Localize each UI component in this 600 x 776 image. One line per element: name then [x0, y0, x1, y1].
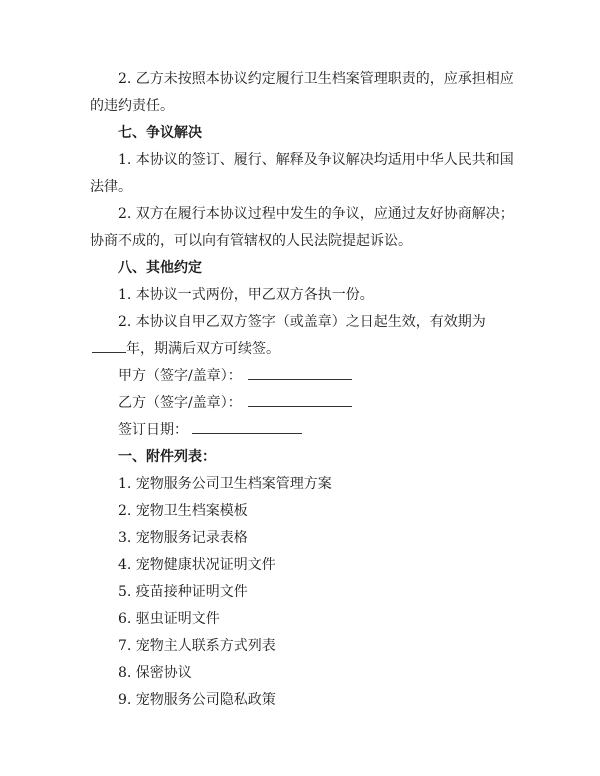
section-8-item-2 [90, 309, 520, 363]
section-8-item-2-text-b: 年，期满后双方可续签。 [126, 341, 280, 357]
party-a-signature-blank [248, 365, 352, 380]
attachments-heading: 一、附件列表： [118, 449, 216, 465]
attachment-item: 5. 疫苗接种证明文件 [118, 584, 248, 600]
party-a-signature-line [90, 363, 520, 390]
attachment-item: 1. 宠物服务公司卫生档案管理方案 [118, 476, 332, 492]
breach-clause: 2. 乙方未按照本协议约定履行卫生档案管理职责的，应承担相应的违约责任。 [90, 71, 514, 114]
section-7-item-1: 1. 本协议的签订、履行、解释及争议解决均适用中华人民共和国法律。 [90, 152, 514, 195]
attachment-item: 2. 宠物卫生档案模板 [118, 503, 248, 519]
section-8-heading: 八、其他约定 [118, 260, 202, 276]
section-7-heading: 七、争议解决 [118, 125, 202, 141]
section-8-item-1: 1. 本协议一式两份，甲乙双方各执一份。 [118, 287, 374, 303]
party-b-signature-line [90, 390, 520, 417]
party-b-label: 乙方（签字/盖章）： [118, 395, 242, 411]
sign-date-blank [192, 419, 302, 434]
section-8-item-2-text-a: 2. 本协议自甲乙双方签字（或盖章）之日起生效，有效期为 [118, 314, 486, 330]
party-a-label: 甲方（签字/盖章）： [118, 368, 242, 384]
section-7-item-2: 2. 双方在履行本协议过程中发生的争议，应通过友好协商解决；协商不成的，可以向有管辖权的人民法院提起诉讼。 [90, 206, 514, 249]
attachment-item: 3. 宠物服务记录表格 [118, 530, 248, 546]
sign-date-label: 签订日期： [118, 422, 188, 438]
attachment-item: 8. 保密协议 [118, 665, 192, 681]
attachment-item: 4. 宠物健康状况证明文件 [118, 557, 276, 573]
validity-years-blank [92, 338, 126, 353]
attachment-item: 7. 宠物主人联系方式列表 [118, 638, 276, 654]
attachment-item: 6. 驱虫证明文件 [118, 611, 220, 627]
document-page [90, 66, 520, 714]
party-b-signature-blank [248, 392, 352, 407]
sign-date-line [90, 417, 520, 444]
attachment-item: 9. 宠物服务公司隐私政策 [118, 692, 276, 708]
